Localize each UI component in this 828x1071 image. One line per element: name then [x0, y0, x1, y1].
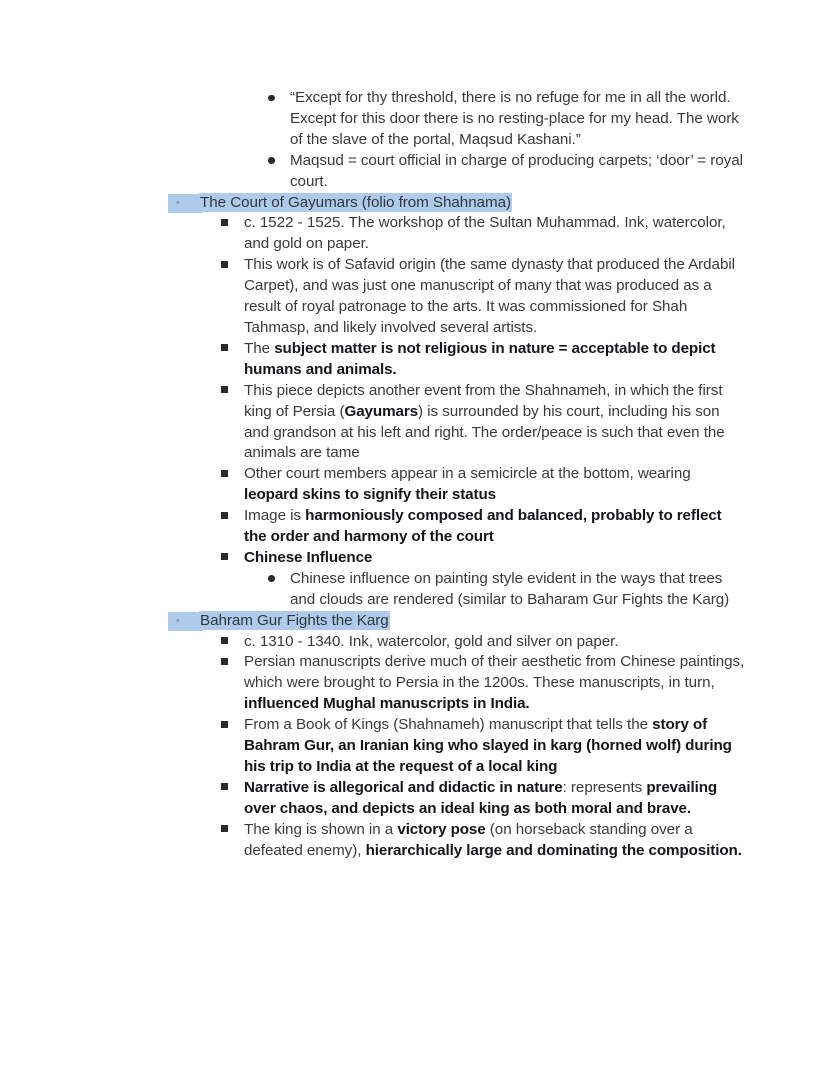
outline-text	[244, 820, 748, 862]
text-run: The king is shown in a	[244, 820, 398, 838]
text-run: Bahram Gur Fights the Karg	[200, 611, 389, 629]
highlight-band	[168, 194, 203, 213]
outline-heading	[168, 611, 828, 632]
text-run-bold: Chinese Influence	[244, 548, 373, 566]
text-run-bold: prevailing over chaos, and depicts an ideal king as both moral and brave.	[244, 778, 718, 817]
highlighted-text	[200, 612, 389, 629]
text-run-bold: influenced Mughal manuscripts in India.	[244, 695, 530, 713]
text-run-bold: leopard skins to signify their status	[244, 486, 497, 504]
text-run: “Except for thy threshold, there is no refuge for me in all the world. Except for this door there is no resting-place for my head. The work of the slave of the portal, Maqsud Kashani.”	[290, 89, 739, 148]
outline-heading	[168, 193, 828, 214]
outline-text	[290, 88, 744, 151]
text-run: Persian manuscripts derive much of their aesthetic from Chinese paintings, which were brought to Persia in the 1200s. These manuscripts, in turn,	[244, 653, 745, 692]
square-bullet-icon	[221, 658, 228, 665]
text-run: This piece depicts another event from the Shahnameh, in which the first king of Persia (	[244, 381, 723, 420]
outline-text	[244, 464, 748, 506]
outline-bullet	[218, 506, 828, 548]
highlighted-text	[200, 194, 511, 211]
outline-bullet	[264, 569, 828, 611]
text-run: The Court of Gayumars (folio from Shahnama)	[200, 193, 512, 211]
outline-bullet	[264, 88, 828, 151]
outline-bullet	[218, 778, 828, 820]
text-run-bold: Narrative is allegorical and didactic in nature	[244, 778, 563, 796]
square-bullet-icon	[221, 470, 228, 477]
text-run: Chinese influence on painting style evident in the ways that trees and clouds are rendered (similar to Baharam Gur Fights the Karg)	[290, 569, 730, 608]
square-bullet-icon	[221, 219, 228, 226]
outline-text	[244, 715, 748, 778]
square-bullet-icon	[221, 637, 228, 644]
text-run: (on horseback standing over a defeated enemy),	[244, 820, 693, 859]
text-run-bold: hierarchically large and dominating the composition.	[365, 841, 742, 859]
square-bullet-icon	[221, 512, 228, 519]
outline-bullet	[218, 715, 828, 778]
text-run: From a Book of Kings (Shahnameh) manuscript that tells the	[244, 716, 653, 734]
text-run: c. 1310 - 1340. Ink, watercolor, gold and silver on paper.	[244, 632, 619, 650]
highlight-band	[168, 612, 203, 631]
outline-bullet	[218, 255, 828, 339]
outline-text	[244, 652, 748, 715]
outline-text	[290, 151, 744, 193]
outline-bullet	[218, 339, 828, 381]
outline-bullet	[218, 464, 828, 506]
outline-bullet	[218, 820, 828, 862]
outline-text	[244, 339, 748, 381]
outline-text	[244, 255, 748, 339]
square-bullet-icon	[221, 344, 228, 351]
square-bullet-icon	[221, 721, 228, 728]
text-run: ) is surrounded by his court, including his son and grandson at his left and right. The order/peace is such that even the animals are tame	[244, 402, 725, 462]
square-bullet-icon	[221, 825, 228, 832]
outline-bullet	[218, 213, 828, 255]
outline-text	[244, 632, 748, 653]
text-run: : represents	[562, 778, 647, 796]
outline-bullet	[264, 151, 828, 193]
outline-bullet	[218, 548, 828, 569]
text-run: The	[244, 339, 275, 357]
disc-bullet-icon	[268, 95, 275, 102]
outline-text	[290, 569, 744, 611]
text-run-bold: harmoniously composed and balanced, probably to reflect the order and harmony of the court	[244, 507, 722, 546]
text-run-bold: Gayumars	[344, 402, 418, 420]
outline-text	[244, 213, 748, 255]
text-run-bold: victory pose	[397, 820, 486, 838]
square-bullet-icon	[221, 386, 228, 393]
outline-text	[200, 611, 826, 632]
outline-text	[200, 193, 826, 214]
hollow-circle-bullet-icon: ◦	[176, 615, 180, 628]
text-run: c. 1522 - 1525. The workshop of the Sultan Muhammad. Ink, watercolor, and gold on paper.	[244, 214, 726, 253]
square-bullet-icon	[221, 261, 228, 268]
outline-text	[244, 548, 748, 569]
outline-bullet	[218, 652, 828, 715]
text-run: This work is of Safavid origin (the same dynasty that produced the Ardabil Carpet), and was just one manuscript of many that was produced as a result of royal patronage to the arts. It was commissioned for Shah Tahmasp, and likely involved several artists.	[244, 256, 735, 336]
text-run: Maqsud = court official in charge of producing carpets; ‘door’ = royal court.	[290, 151, 743, 190]
hollow-circle-bullet-icon: ◦	[176, 197, 180, 210]
outline-bullet	[218, 632, 828, 653]
text-run-bold: story of Bahram Gur, an Iranian king who slayed in karg (horned wolf) during his trip to India at the request of a local king	[244, 716, 732, 775]
outline-text	[244, 381, 748, 465]
outline-text	[244, 778, 748, 820]
disc-bullet-icon	[268, 157, 275, 164]
disc-bullet-icon	[268, 575, 275, 582]
square-bullet-icon	[221, 553, 228, 560]
outline-bullet	[218, 381, 828, 465]
outline-list	[0, 88, 828, 862]
square-bullet-icon	[221, 783, 228, 790]
outline-text	[244, 506, 748, 548]
text-run: Image is	[244, 507, 306, 525]
text-run-bold: subject matter is not religious in nature = acceptable to depict humans and animals.	[244, 339, 716, 378]
text-run: Other court members appear in a semicircle at the bottom, wearing	[244, 465, 691, 483]
